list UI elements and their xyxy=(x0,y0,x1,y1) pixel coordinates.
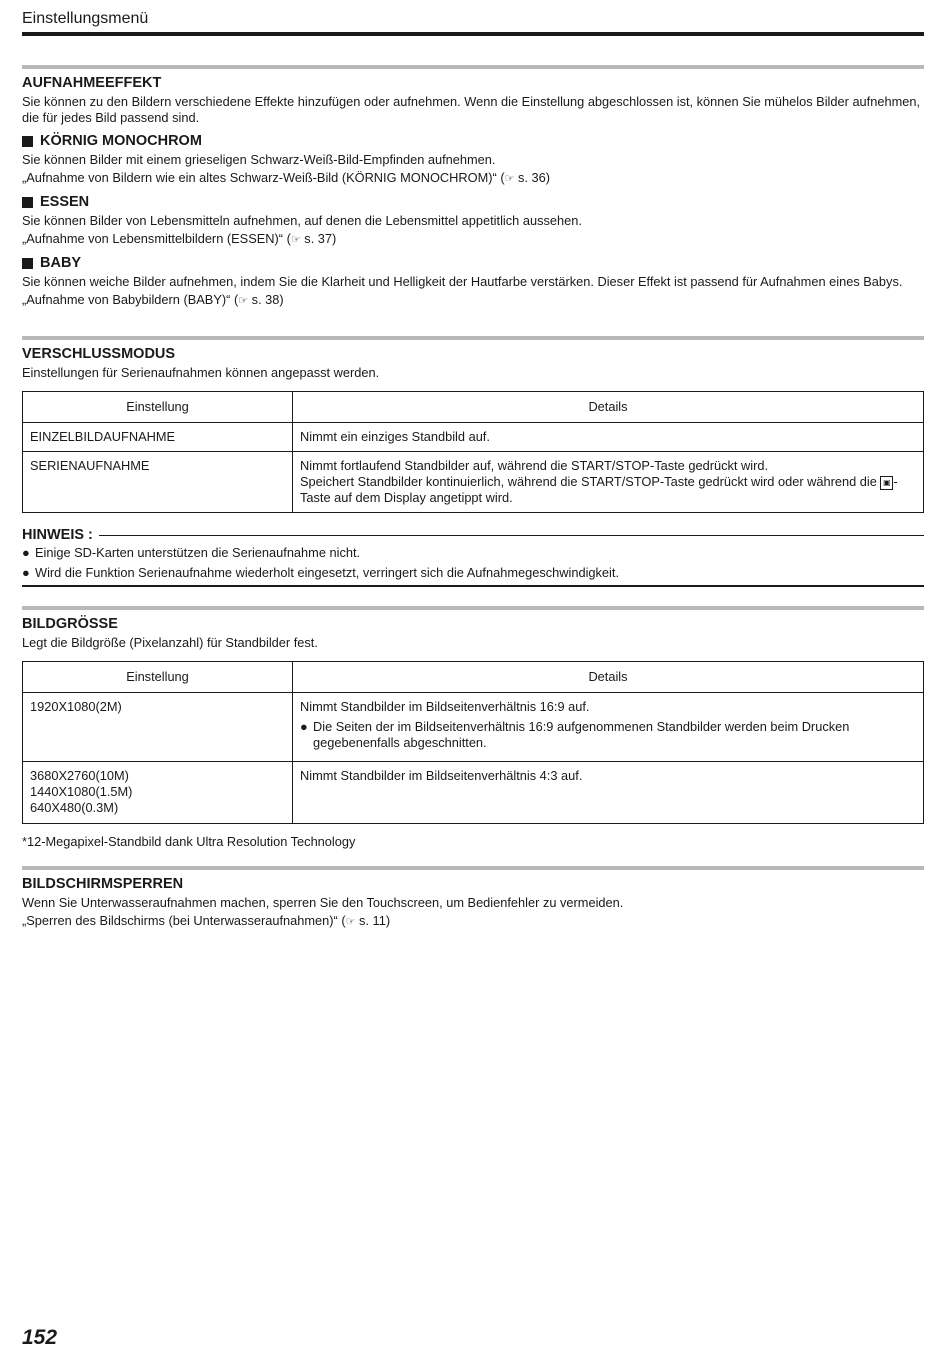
bullet-dot-icon: ● xyxy=(22,565,30,580)
square-bullet-icon xyxy=(22,136,33,147)
section-title: BILDSCHIRMSPERREN xyxy=(22,876,184,892)
section-intro: Sie können zu den Bildern verschiedene Effekte hinzufügen oder aufnehmen. Wenn die Einstellung abgeschlossen ist, können Sie mühelos Bilder aufnehmen, die für jedes Bild passend sind. xyxy=(22,94,921,125)
header-rule xyxy=(22,32,924,36)
section-title: BILDGRÖSSE xyxy=(22,616,118,632)
section-title: AUFNAHMEEFFEKT xyxy=(22,75,162,91)
subsection-desc: Sie können Bilder mit einem grieseligen Schwarz-Weiß-Bild-Empfinden aufnehmen. xyxy=(22,152,496,167)
reference-link-essen[interactable]: „Aufnahme von Lebensmittelbildern (ESSEN)“ (☞ s. 37) xyxy=(22,231,337,246)
table-header-cell: Einstellung xyxy=(23,662,293,693)
pointing-hand-icon: ☞ xyxy=(238,295,249,307)
square-bullet-icon xyxy=(22,258,33,269)
page-header-title: Einstellungsmenü xyxy=(22,10,149,27)
subsection-title-koernig: KÖRNIG MONOCHROM xyxy=(22,132,924,150)
section-divider xyxy=(22,65,924,69)
subsection-desc: Sie können Bilder von Lebensmitteln aufnehmen, auf denen die Lebensmittel appetitlich aussehen. xyxy=(22,213,582,228)
pointing-hand-icon: ☞ xyxy=(290,234,301,246)
table-cell-setting: 1920X1080(2M) xyxy=(23,693,293,762)
bullet-dot-icon: ● xyxy=(22,545,30,560)
bildgroesse-table xyxy=(22,661,924,824)
table-header-row xyxy=(23,662,924,693)
table-cell-setting: SERIENAUFNAHME xyxy=(23,452,293,513)
table-cell-setting: 3680X2760(10M) 1440X1080(1.5M) 640X480(0.3M) xyxy=(23,762,293,824)
section-intro: Legt die Bildgröße (Pixelanzahl) für Standbilder fest. xyxy=(22,635,318,650)
section-intro: Einstellungen für Serienaufnahmen können angepasst werden. xyxy=(22,365,380,380)
table-header-row xyxy=(23,392,924,423)
reference-link-bildschirm[interactable]: „Sperren des Bildschirms (bei Unterwasseraufnahmen)“ (☞ s. 11) xyxy=(22,913,391,928)
hinweis-title: HINWEIS : xyxy=(22,527,924,543)
table-cell-details: Nimmt ein einziges Standbild auf. xyxy=(293,423,924,452)
square-bullet-icon xyxy=(22,197,33,208)
verschlussmodus-table xyxy=(22,391,924,513)
page-number: 152 xyxy=(22,1326,58,1349)
section-divider xyxy=(22,336,924,340)
section-divider xyxy=(22,866,924,870)
section-divider xyxy=(22,606,924,610)
section-bildschirmsperren xyxy=(22,866,924,930)
section-verschlussmodus xyxy=(22,336,924,381)
footnote: *12-Megapixel-Standbild dank Ultra Resolution Technology xyxy=(22,834,356,849)
hinweis-end-rule xyxy=(22,585,924,587)
list-item: ● Die Seiten der im Bildseitenverhältnis 16:9 aufgenommenen Standbilder werden beim Drucken gegebenenfalls abgeschnitten. xyxy=(300,719,850,750)
hinweis-box xyxy=(22,527,924,587)
table-row xyxy=(23,693,924,762)
table-cell-details: Nimmt Standbilder im Bildseitenverhältnis 4:3 auf. xyxy=(293,762,924,824)
list-item: ● Einige SD-Karten unterstützen die Serienaufnahme nicht. xyxy=(22,545,361,560)
section-aufnahmeeffekt xyxy=(22,65,924,309)
table-header-cell: Details xyxy=(293,662,924,693)
table-cell-setting: EINZELBILDAUFNAHME xyxy=(23,423,293,452)
reference-link-baby[interactable]: „Aufnahme von Babybildern (BABY)“ (☞ s. 38) xyxy=(22,292,284,307)
section-intro: Wenn Sie Unterwasseraufnahmen machen, sperren Sie den Touchscreen, um Bedienfehler zu vermeiden. xyxy=(22,895,624,910)
table-header-cell: Einstellung xyxy=(23,392,293,423)
pointing-hand-icon: ☞ xyxy=(504,173,515,185)
section-bildgroesse xyxy=(22,606,924,651)
subsection-title-essen: ESSEN xyxy=(22,193,924,211)
table-cell-details: Nimmt Standbilder im Bildseitenverhältnis 16:9 auf. ● Die Seiten der im Bildseitenverhältnis 16:9 aufgenommenen Standbilder werden beim Drucken gegebenenfalls abgeschnitten. xyxy=(293,693,924,762)
table-row xyxy=(23,762,924,824)
continuous-shot-icon: ▣ xyxy=(880,476,893,490)
table-cell-details: Nimmt fortlaufend Standbilder auf, während die START/STOP-Taste gedrückt wird. Speichert Standbilder kontinuierlich, während die START/STOP-Taste gedrückt wird oder während die ▣ -Taste auf dem Display angetippt wird. xyxy=(293,452,924,513)
subsection-desc: Sie können weiche Bilder aufnehmen, indem Sie die Klarheit und Helligkeit der Hautfarbe verstärken. Dieser Effekt ist passend für Aufnahmen eines Babys. xyxy=(22,274,903,289)
reference-link-koernig[interactable]: „Aufnahme von Bildern wie ein altes Schwarz-Weiß-Bild (KÖRNIG MONOCHROM)“ (☞ s. 36) xyxy=(22,170,551,185)
table-row xyxy=(23,452,924,513)
pointing-hand-icon: ☞ xyxy=(345,916,356,928)
list-item: ● Wird die Funktion Serienaufnahme wiederholt eingesetzt, verringert sich die Aufnahmegeschwindigkeit. xyxy=(22,565,619,580)
bullet-dot-icon: ● xyxy=(300,719,308,734)
section-title: VERSCHLUSSMODUS xyxy=(22,346,176,362)
table-header-cell: Details xyxy=(293,392,924,423)
subsection-title-baby: BABY xyxy=(22,254,924,272)
table-row xyxy=(23,423,924,452)
